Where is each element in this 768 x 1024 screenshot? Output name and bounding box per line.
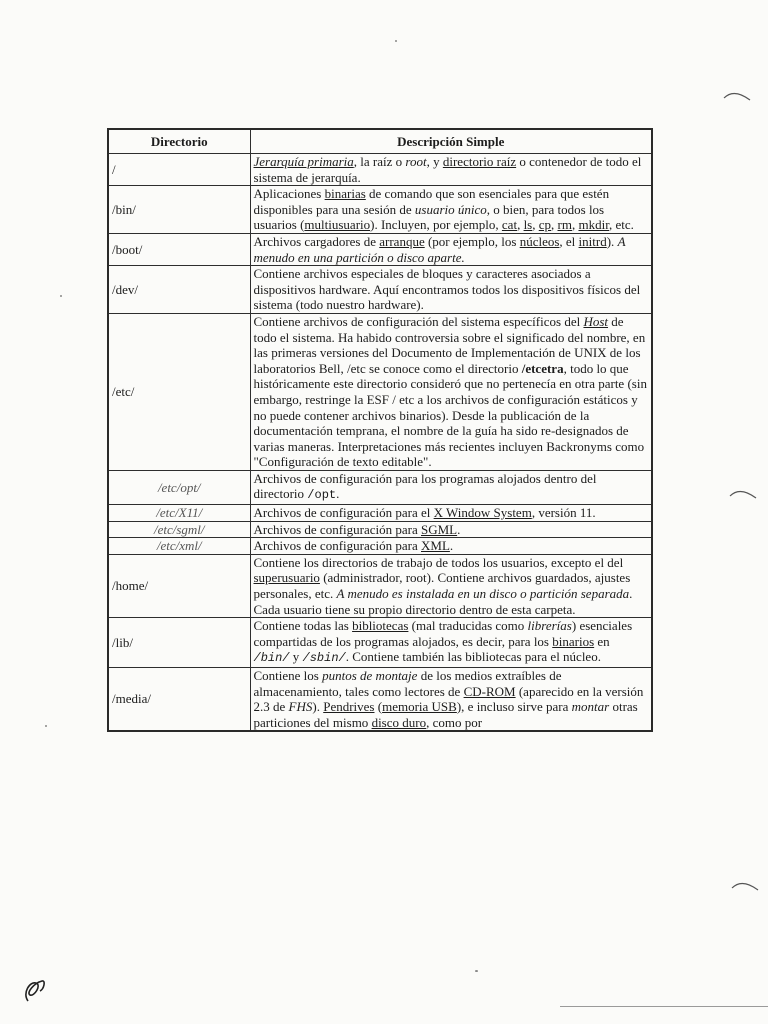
description-text: mkdir [578,217,610,233]
description-text: Archivos de configuración para el [253,505,434,521]
description-text: ), e incluso sirve para [456,699,572,715]
description-text: disco duro [371,714,427,730]
directory-cell: /etc/X11/ [108,505,250,522]
directory-cell: /media/ [108,668,250,732]
description-cell [250,505,652,522]
table-header-row [108,129,652,154]
table-row [108,505,652,522]
description-text: (mal traducidas como [408,618,528,634]
description-text: librerías [527,618,572,634]
description-text: /etcetra [521,360,564,376]
table-row [108,618,652,668]
description-text: o contenedor de todo el sistema de jerarquía. [253,154,642,185]
description-text: . [336,486,340,502]
description-text: X Window System [433,505,532,521]
directory-cell: /bin/ [108,186,250,234]
description-text: , [517,217,524,233]
scan-speck [475,970,478,972]
description-text: usuario único [414,201,487,217]
description-text: , versión 11. [531,505,596,521]
description-text: y [289,649,303,665]
margin-curve-mark [722,86,752,106]
directory-cell: /etc/xml/ [108,538,250,555]
margin-curve-mark [730,876,760,896]
description-cell [250,233,652,265]
description-text: , etc. [609,217,634,233]
table-row [108,186,652,234]
table-row [108,554,652,617]
description-text: CD-ROM [463,683,516,699]
table-row [108,521,652,538]
directory-cell: /lib/ [108,618,250,668]
description-text: Archivos de configuración para [253,521,421,537]
description-text: SGML [421,521,458,537]
description-text: Pendrives [323,699,375,715]
description-text: memoria USB [382,699,457,715]
description-text: Archivos cargadores de [253,233,380,249]
description-text: . [457,521,461,537]
description-text: ( [374,699,383,715]
description-text: Aplicaciones [253,186,325,202]
description-text: , [571,217,579,233]
description-text: otras particiones del mismo [253,699,638,730]
description-text: , la raíz o [353,154,406,169]
scan-speck [45,725,47,727]
description-cell [250,668,652,732]
directory-cell: /dev/ [108,266,250,314]
description-text: (aparecido en la versión 2.3 de [253,683,644,715]
description-text: ) esenciales compartidas de los programas alojados, es decir, para los [253,618,633,649]
description-text: . Cada usuario tiene su propio directorio dentro de esta carpeta. [253,586,633,617]
description-text: de los medios extraíbles de almacenamiento, tales como lectores de [253,668,562,699]
directory-table [107,128,653,732]
description-text: ). [312,699,324,715]
directory-cell: / [108,154,250,186]
directory-cell: /boot/ [108,233,250,265]
description-cell [250,521,652,538]
table-row [108,154,652,186]
description-text: A menudo es instalada en un disco o partición separada [336,586,630,602]
description-text: , o bien, para todos los usuarios ( [253,201,605,233]
description-text: ). Incluyen, por ejemplo, [370,217,502,233]
directory-cell: /etc/sgml/ [108,521,250,538]
description-text: , el [559,233,579,249]
description-text: Contiene archivos de configuración del sistema específicos del [253,313,584,329]
description-text: núcleos [519,233,560,249]
description-text: , y [426,154,443,169]
description-cell [250,554,652,617]
description-text: de todo el sistema. Ha habido controversia sobre el significado del nombre, en las primeras versiones del Documento de Implementación de UNIX de los laboratorios Bell, /etc se conoce como el directorio [253,313,646,376]
directory-cell: /etc/ [108,313,250,470]
description-text: superusuario [253,570,320,586]
description-text: /bin/ [253,651,290,666]
header-directorio: Directorio [108,129,250,154]
description-text: ). [606,233,618,249]
description-text: A menudo en una partición o disco aparte. [253,233,626,265]
description-text: Archivos de configuración para los programas alojados dentro del directorio [253,470,597,502]
description-cell [250,618,652,668]
table-row [108,266,652,314]
description-text: arranque [379,233,425,249]
description-text: . [449,538,454,554]
description-text: , [551,217,558,233]
description-text: XML [421,538,450,554]
page-bottom-rule [560,1006,768,1007]
description-text: Contiene todas las [253,618,353,634]
description-text: de comando que son esenciales para que estén disponibles para una sesión de [253,186,610,217]
description-text: binarias [324,186,366,202]
description-text: initrd [578,233,607,249]
table-row [108,538,652,555]
description-text: (administrador, root). Contiene archivos guardados, ajustes personales, etc. [253,570,631,602]
description-text: Host [583,313,609,329]
description-cell [250,154,652,186]
description-text: , todo lo que históricamente este directorio consideró que no pertenecía en otra parte (sin embargo, restringe la ESF / etc a los archivos de configuración estáticos y no puede contener archivos binarios). Desde la publicación de la documentación temprana, el nombre de la guía ha sido re-designados de varias maneras. Interpretaciones más recientes incluyen Backronyms como "Configuración de texto editable". [253,360,647,470]
description-text: cat [501,217,518,233]
description-text: Contiene archivos especiales de bloques y caracteres asociados a dispositivos hardware. Aquí encontramos todos los dispositivos físicos del sistema (todo nuestro hardware). [253,266,641,313]
description-cell [250,186,652,234]
description-text: Contiene los [253,668,323,683]
description-text: binarios [552,633,595,649]
table-row [108,470,652,504]
description-text: Contiene los directorios de trabajo de todos los usuarios, excepto el del [253,554,624,570]
description-cell [250,538,652,555]
description-text: , [532,217,539,233]
description-text: /sbin/ [302,651,346,666]
description-text: Jerarquía primaria [253,154,354,169]
scan-speck [60,295,62,297]
description-text: /opt [307,488,337,503]
description-cell [250,313,652,470]
scan-speck [395,40,397,42]
description-text: (por ejemplo, los [424,233,520,249]
description-text: bibliotecas [352,618,409,634]
table-row [108,668,652,732]
directory-cell: /etc/opt/ [108,470,250,504]
description-text: puntos de montaje [322,668,418,683]
handwritten-mark-icon [20,975,50,1005]
description-text: rm [557,217,572,233]
header-descripcion: Descripción Simple [250,129,652,154]
description-text: Archivos de configuración para [253,538,421,554]
description-text: ls [523,217,533,233]
description-text: directorio raíz [442,154,517,169]
table-row [108,233,652,265]
description-text: montar [571,699,610,715]
directory-cell: /home/ [108,554,250,617]
description-text: en [594,633,610,649]
description-text: FHS [288,699,313,715]
description-text: multiusuario [304,217,371,233]
description-text: . Contiene también las bibliotecas para el núcleo. [345,649,601,665]
description-cell [250,266,652,314]
table-row [108,313,652,470]
margin-curve-mark [728,484,758,504]
description-text: cp [538,217,552,233]
description-text: root [405,154,427,169]
table-body [108,154,652,732]
description-cell [250,470,652,504]
description-text: , como por [426,714,483,730]
